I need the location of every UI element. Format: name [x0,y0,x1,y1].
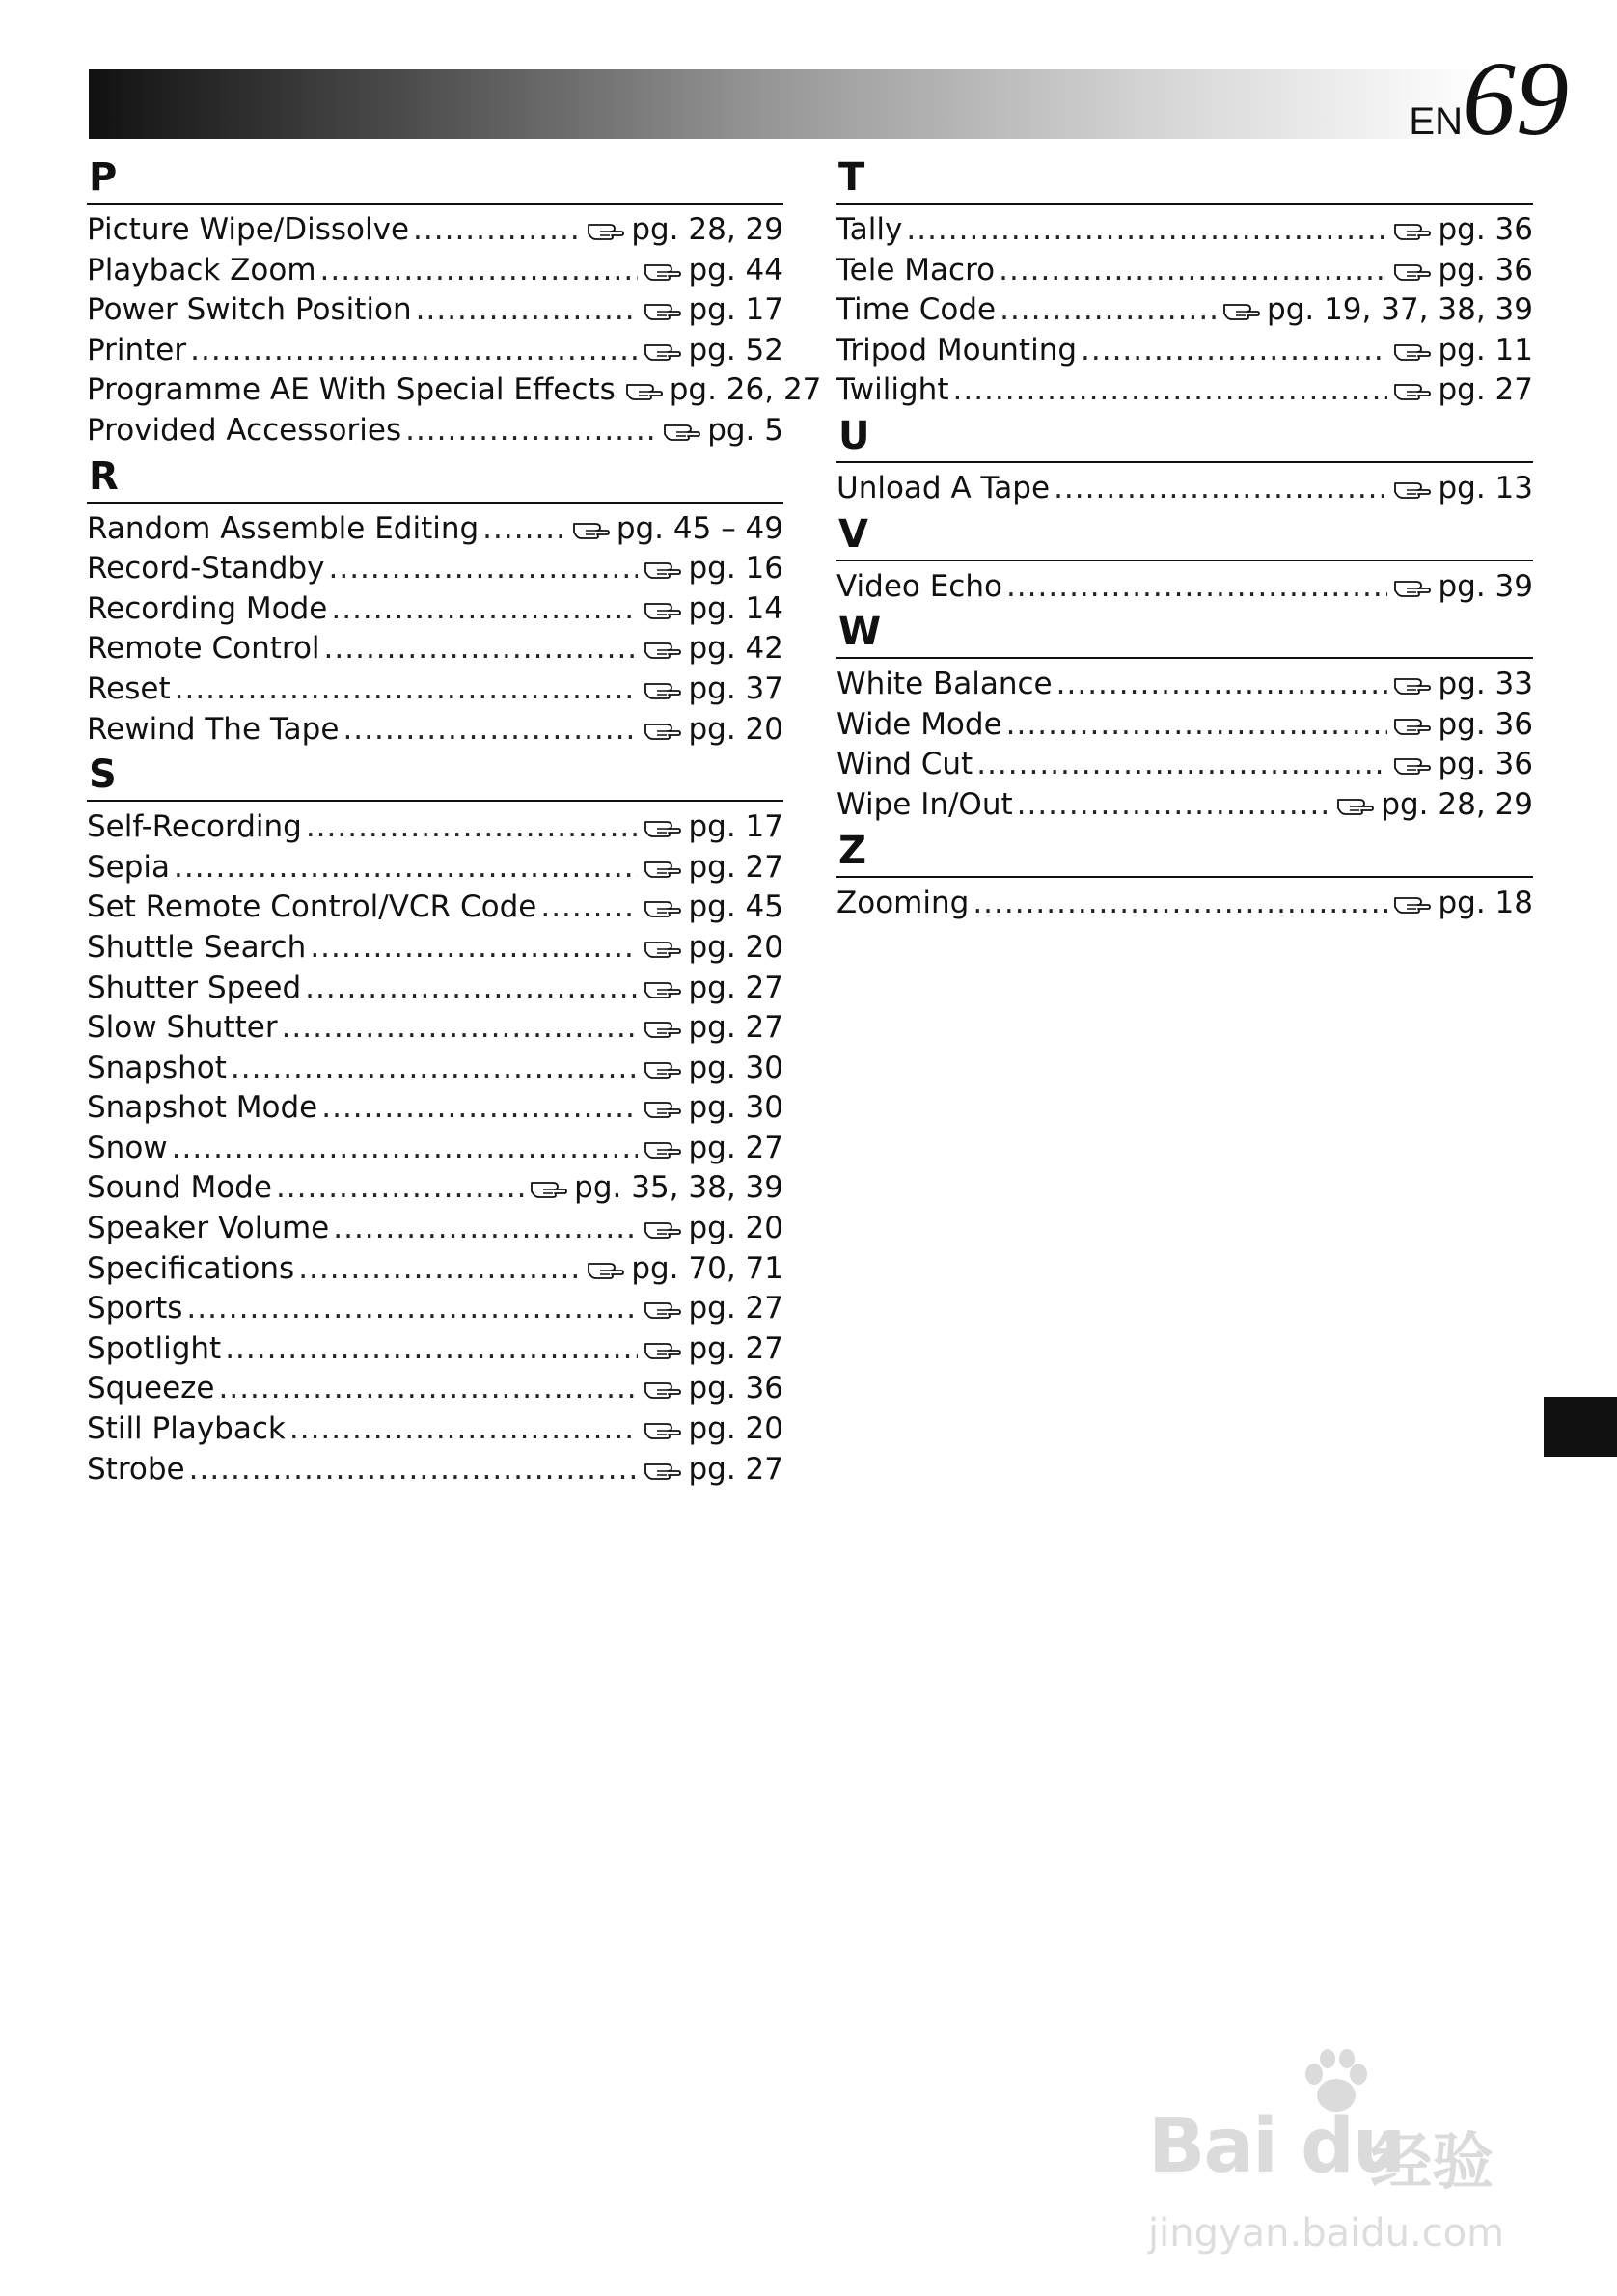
page-reference-text: pg. 36 [1438,252,1533,287]
index-term: White Balance [836,667,1053,702]
page-reference-text: pg. 36 [1438,212,1533,247]
page-reference [1393,210,1533,251]
page-number [1409,40,1569,157]
page-reference-text: pg. 27 [688,1291,783,1326]
page-reference [644,928,783,969]
index-entry [87,1409,783,1450]
page-reference [572,509,783,550]
leader-dots [1081,331,1387,371]
leader-dots [405,411,657,451]
page-reference [1393,251,1533,291]
page-reference-text: pg. 70, 71 [631,1250,783,1286]
pointing-hand-icon [1393,478,1432,500]
index-term: Tripod Mounting [836,332,1078,368]
index-section-v [836,509,1533,608]
page-reference-text: pg. 36 [1438,747,1533,782]
index-entry [836,331,1533,371]
index-term: Speaker Volume [87,1211,330,1246]
page-reference-text: pg. 28, 29 [631,212,783,247]
index-section-z [836,826,1533,924]
page-reference [663,411,783,451]
index-section-w [836,607,1533,825]
page-reference-text: pg. 27 [1438,372,1533,408]
pointing-hand-icon [644,1018,682,1039]
index-entry [836,884,1533,924]
index-term: Playback Zoom [87,252,316,287]
page-reference [644,969,783,1009]
page-reference-text: pg. 44 [688,252,783,287]
index-entry [836,665,1533,705]
page-reference-text: pg. 35, 38, 39 [574,1170,783,1206]
page-reference-text: pg. 11 [1438,332,1533,368]
index-term: Snow [87,1130,168,1165]
index-term: Unload A Tape [836,470,1051,506]
leader-dots [172,1129,639,1169]
leader-dots [189,1450,639,1490]
baidu-watermark [1148,2045,1534,2255]
index-term: Record-Standby [87,551,325,587]
page-reference-text: pg. 5 [707,412,783,448]
page-reference-text: pg. 33 [1438,667,1533,702]
pointing-hand-icon [644,938,682,959]
pointing-hand-icon [644,978,682,999]
watermark-url: jingyan.baidu.com [1148,2211,1505,2255]
index-term: Still Playback [87,1411,286,1447]
index-term: Printer [87,332,187,368]
leader-dots [306,807,639,848]
page-reference-text: pg. 20 [688,711,783,747]
index-entry [836,290,1533,331]
page-reference-text: pg. 20 [688,929,783,965]
index-entry [87,370,822,411]
leader-dots [1006,705,1388,746]
pointing-hand-icon [644,1058,682,1080]
leader-dots [416,290,639,331]
pointing-hand-icon [644,341,682,362]
pointing-hand-icon [644,720,682,741]
index-term: Wide Mode [836,706,1002,742]
page-reference [644,331,783,371]
page-reference [644,629,783,670]
leader-dots [973,884,1387,924]
index-term: Snapshot [87,1050,227,1085]
index-entry [87,848,783,888]
page-reference [1393,705,1533,746]
index-entry [836,785,1533,826]
section-letter: T [836,152,1533,205]
index-entry [87,969,783,1009]
leader-dots [298,1249,581,1290]
index-term: Tally [836,212,903,247]
pointing-hand-icon [1393,260,1432,282]
page-reference [644,1088,783,1129]
leader-dots [1054,469,1387,509]
page-reference-text: pg. 42 [688,631,783,667]
index-term: Sports [87,1291,183,1326]
index-term: Specifications [87,1250,295,1286]
page-reference [644,589,783,630]
header-gradient-bar [89,69,1483,139]
index-entry [836,370,1533,411]
pointing-hand-icon [644,559,682,580]
leader-dots [174,848,638,888]
page-reference-text: pg. 20 [688,1211,783,1246]
index-column-right [836,152,1533,923]
pointing-hand-icon [644,300,682,321]
index-section-p [87,152,822,451]
leader-dots [906,210,1387,251]
pointing-hand-icon [625,380,664,401]
page-reference-text: pg. 19, 37, 38, 39 [1267,292,1533,328]
pointing-hand-icon [644,1419,682,1440]
leader-dots [225,1329,638,1370]
leader-dots [331,589,638,630]
page-number-value: 69 [1463,40,1569,157]
index-entry [836,469,1533,509]
section-letter: W [836,607,1533,659]
leader-dots [190,331,638,371]
index-term: Sepia [87,849,171,885]
pointing-hand-icon [1393,715,1432,736]
pointing-hand-icon [587,220,625,241]
watermark-brand: Bai du [1148,2103,1405,2190]
index-term: Power Switch Position [87,292,412,328]
index-entry [87,1209,783,1249]
index-term: Self-Recording [87,809,302,845]
pointing-hand-icon [1393,380,1432,401]
pointing-hand-icon [644,1218,682,1240]
pointing-hand-icon [1393,341,1432,362]
page-reference-text: pg. 14 [688,590,783,626]
index-entry [87,710,783,751]
page-reference [644,1450,783,1490]
page-reference [1393,331,1533,371]
page-reference [587,1249,783,1290]
pointing-hand-icon [644,599,682,620]
leader-dots [999,251,1387,291]
pointing-hand-icon [587,1259,625,1280]
section-letter: Z [836,826,1533,878]
page-reference-text: pg. 37 [688,670,783,706]
index-entry [87,411,783,451]
section-letter: P [87,152,783,205]
index-section-r [87,451,783,751]
index-term: Shuttle Search [87,929,307,965]
page-reference-text: pg. 27 [688,849,783,885]
pointing-hand-icon [644,817,682,838]
index-term: Strobe [87,1451,185,1487]
index-entry [87,509,783,550]
index-term: Wind Cut [836,747,973,782]
page-reference [644,888,783,928]
page-reference [644,290,783,331]
page-reference-text: pg. 27 [688,1010,783,1046]
leader-dots [321,1088,638,1129]
section-letter: S [87,750,783,802]
page-reference-text: pg. 30 [688,1050,783,1085]
index-term: Wipe In/Out [836,786,1013,822]
page-reference [1336,785,1533,826]
page-reference-text: pg. 27 [688,1330,783,1366]
index-entry [87,670,783,710]
pointing-hand-icon [644,1460,682,1481]
leader-dots [343,710,638,751]
leader-dots [324,629,639,670]
index-entry [87,1249,783,1290]
pointing-hand-icon [1336,795,1375,816]
page-reference-text: pg. 27 [688,1451,783,1487]
index-term: Shutter Speed [87,970,302,1005]
index-term: Recording Mode [87,590,328,626]
index-entry [836,745,1533,785]
page-reference [625,370,822,411]
leader-dots [540,888,638,928]
leader-dots [282,1008,639,1049]
leader-dots [320,251,639,291]
leader-dots [952,370,1387,411]
index-entry [87,290,783,331]
page-reference-text: pg. 13 [1438,470,1533,506]
leader-dots [219,1369,639,1409]
page-reference [644,549,783,589]
index-entry [87,589,783,630]
pointing-hand-icon [644,897,682,918]
pointing-hand-icon [644,1379,682,1400]
page-reference-text: pg. 52 [688,332,783,368]
page-reference [587,210,783,251]
leader-dots [976,745,1387,785]
index-entry [836,567,1533,608]
page-reference-text: pg. 45 – 49 [616,510,783,546]
pointing-hand-icon [1393,577,1432,598]
index-term: Snapshot Mode [87,1090,318,1126]
pointing-hand-icon [1393,754,1432,776]
leader-dots [310,928,638,969]
index-term: Remote Control [87,631,320,667]
page-reference [644,670,783,710]
leader-dots [1017,785,1331,826]
leader-dots [186,1289,638,1329]
index-section-s [87,750,783,1490]
page-reference [644,848,783,888]
leader-dots [276,1168,524,1209]
leader-dots [1056,665,1388,705]
pointing-hand-icon [644,1339,682,1360]
page-reference [644,1289,783,1329]
pointing-hand-icon [644,858,682,879]
page-reference [644,1329,783,1370]
index-entry [87,1049,783,1089]
page-reference [644,807,783,848]
leader-dots [413,210,581,251]
leader-dots [482,509,566,550]
index-term: Sound Mode [87,1170,272,1206]
leader-dots [1006,567,1388,608]
index-section-u [836,411,1533,509]
index-term: Picture Wipe/Dissolve [87,212,410,247]
page-reference [644,251,783,291]
leader-dots [175,670,639,710]
page-reference-text: pg. 45 [688,889,783,925]
pointing-hand-icon [644,260,682,282]
index-entry [87,928,783,969]
leader-dots [305,969,638,1009]
leader-dots [333,1209,638,1249]
page-reference-text: pg. 28, 29 [1381,786,1533,822]
page-reference [644,1129,783,1169]
language-label: EN [1409,100,1463,143]
index-entry [87,629,783,670]
page-reference [644,1369,783,1409]
page-reference [1393,370,1533,411]
index-term: Twilight [836,372,949,408]
page-reference [530,1168,783,1209]
section-letter: U [836,411,1533,463]
section-letter: V [836,509,1533,561]
page-reference [1393,745,1533,785]
index-section-t [836,152,1533,411]
index-term: Random Assemble Editing [87,510,480,546]
leader-dots [1000,290,1217,331]
page-reference-text: pg. 17 [688,809,783,845]
page-reference [1393,567,1533,608]
page-reference-text: pg. 17 [688,292,783,328]
page-reference [644,1049,783,1089]
index-entry [836,705,1533,746]
index-entry [87,1088,783,1129]
index-term: Reset [87,670,171,706]
index-entry [87,1008,783,1049]
pointing-hand-icon [1393,674,1432,696]
pointing-hand-icon [644,1098,682,1119]
index-term: Squeeze [87,1371,215,1407]
index-term: Provided Accessories [87,412,402,448]
index-entry [87,1289,783,1329]
leader-dots [289,1409,639,1450]
page-reference-text: pg. 36 [1438,706,1533,742]
watermark-chinese: 经验 [1370,2127,1494,2199]
index-entry [87,1450,783,1490]
index-entry [87,549,783,589]
page-reference [644,1409,783,1450]
pointing-hand-icon [644,1298,682,1320]
index-term: Programme AE With Special Effects [87,372,616,408]
page-reference-text: pg. 36 [688,1371,783,1407]
page-reference-text: pg. 20 [688,1411,783,1447]
pointing-hand-icon [663,421,701,442]
pointing-hand-icon [1222,300,1261,321]
page-reference [1222,290,1533,331]
page-reference [644,1209,783,1249]
index-entry [87,1369,783,1409]
index-term: Set Remote Control/VCR Code [87,889,537,925]
page-reference [1393,884,1533,924]
leader-dots [328,549,638,589]
page-reference-text: pg. 39 [1438,568,1533,604]
index-entry [836,210,1533,251]
index-term: Zooming [836,885,970,920]
pointing-hand-icon [644,639,682,660]
index-entry [87,807,783,848]
index-entry [87,1168,783,1209]
section-tab-marker [1544,1397,1617,1457]
index-term: Slow Shutter [87,1010,278,1046]
index-entry [87,1129,783,1169]
pointing-hand-icon [1393,220,1432,241]
index-term: Tele Macro [836,252,996,287]
leader-dots [231,1049,639,1089]
pointing-hand-icon [1393,893,1432,915]
pointing-hand-icon [644,1138,682,1160]
index-entry [87,251,783,291]
page-reference-text: pg. 26, 27 [669,372,822,408]
pointing-hand-icon [644,679,682,700]
index-term: Video Echo [836,568,1002,604]
page-reference [644,710,783,751]
page-reference-text: pg. 30 [688,1090,783,1126]
index-term: Spotlight [87,1330,222,1366]
index-term: Rewind The Tape [87,711,340,747]
index-entry [87,1329,783,1370]
index-entry [87,888,783,928]
pointing-hand-icon [530,1178,568,1199]
section-letter: R [87,451,783,504]
index-entry [87,331,783,371]
index-column-left [87,152,822,1490]
page-reference [1393,665,1533,705]
page-reference [644,1008,783,1049]
page-reference-text: pg. 27 [688,970,783,1005]
pointing-hand-icon [572,519,611,540]
index-term: Time Code [836,292,997,328]
page-reference-text: pg. 18 [1438,885,1533,920]
page-reference-text: pg. 27 [688,1130,783,1165]
page-reference-text: pg. 16 [688,551,783,587]
page-reference [1393,469,1533,509]
index-entry [836,251,1533,291]
index-entry [87,210,783,251]
